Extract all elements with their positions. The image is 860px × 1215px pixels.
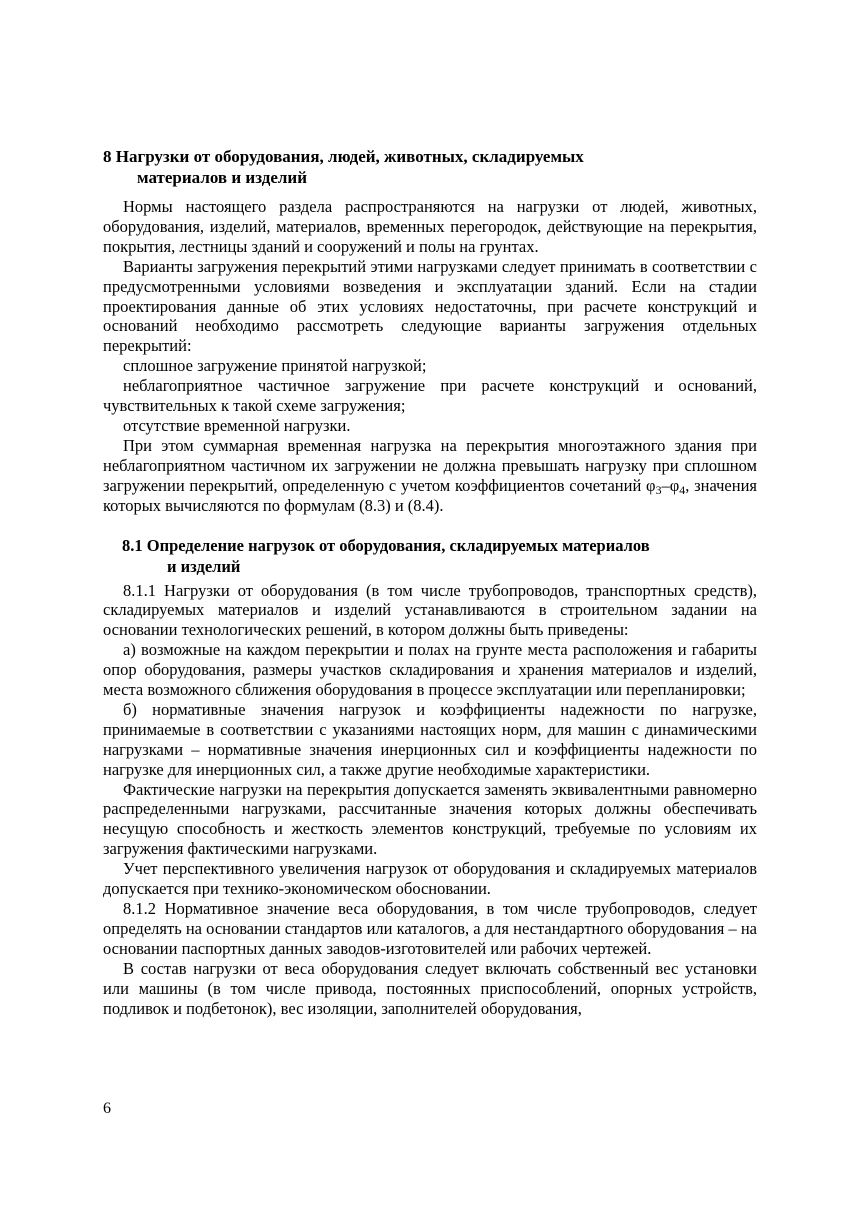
paragraph: В состав нагрузки от веса оборудования следует включать собственный вес установки или машины (в том числе привода, постоянных приспособлений, опорных устройств, подливок и подбетонок), вес изоляции, заполнителей оборудования, — [103, 958, 757, 1018]
paragraph: Нормы настоящего раздела распространяются на нагрузки от людей, животных, оборудования, изделий, материалов, временных перегородок, действующие на перекрытия, покрытия, лестницы зданий и сооружений и полы на грунтах. — [103, 197, 757, 256]
subscript: 3 — [655, 482, 662, 497]
subscript: 4 — [679, 482, 686, 497]
page-number: 6 — [103, 1100, 111, 1117]
list-item: а) возможные на каждом перекрытии и полах на грунте места расположения и габариты опор оборудования, размеры участков складирования и хранения материалов и изделий, места возможного сближения оборудования в процессе эксплуатации или перепланировки; — [103, 640, 757, 700]
section-heading-line-1: 8 Нагрузки от оборудования, людей, животных, складируемых — [103, 147, 584, 166]
section-heading-line-2: материалов и изделий — [137, 168, 307, 187]
paragraph: 8.1.1 Нагрузки от оборудования (в том числе трубопроводов, транспортных средств), складируемых материалов и изделий устанавливаются в строительном задании на основании технологических решений, в котором должны быть приведены: — [103, 580, 757, 640]
list-item: сплошное загружение принятой нагрузкой; — [123, 356, 427, 376]
list-item: неблагоприятное частичное загружение при расчете конструкций и оснований, чувствительных к такой схеме загружения; — [103, 376, 757, 416]
page-content — [103, 146, 757, 1018]
paragraph-text: , значения которых вычисляются по формулам (8.3) и (8.4). — [103, 475, 757, 515]
paragraph: 8.1.2 Нормативное значение веса оборудования, в том числе трубопроводов, следует определять на основании стандартов или каталогов, а для нестандартного оборудования – на основании паспортных данных заводов-изготовителей или рабочих чертежей. — [103, 899, 757, 958]
section-heading — [103, 146, 757, 188]
paragraph: Фактические нагрузки на перекрытия допускается заменять эквивалентными равномерно распределенными нагрузками, рассчитанные значения которых должны обеспечивать несущую способность и жесткость элементов конструкций, требуемые по условиям их загружения фактическими нагрузками. — [103, 779, 757, 859]
subsection-heading-line-2: и изделий — [167, 556, 241, 576]
subsection-heading-line-1: 8.1 Определение нагрузок от оборудования, складируемых материалов — [122, 535, 650, 555]
list-item: отсутствие временной нагрузки. — [123, 415, 351, 435]
phi-symbol: φ — [669, 475, 680, 495]
subsection-heading — [103, 535, 757, 577]
paragraph: Варианты загружения перекрытий этими нагрузками следует принимать в соответствии с предусмотренными условиями возведения и эксплуатации зданий. Если на стадии проектирования данные об этих условиях недостаточны, при расчете конструкций и оснований необходимо рассмотреть следующие варианты загружения отдельных перекрытий: — [103, 256, 757, 356]
paragraph-with-formula — [103, 436, 757, 516]
paragraph: Учет перспективного увеличения нагрузок от оборудования и складируемых материалов допускается при технико-экономическом обосновании. — [103, 859, 757, 899]
list-item: б) нормативные значения нагрузок и коэффициенты надежности по нагрузке, принимаемые в соответствии с указаниями настоящих норм, для машин с динамическими нагрузками – нормативные значения инерционных сил и коэффициенты надежности по нагрузке для инерционных сил, а также другие необходимые характеристики. — [103, 699, 757, 779]
dash: – — [661, 475, 670, 495]
phi-symbol: φ — [646, 475, 656, 495]
paragraph-text: При этом суммарная временная нагрузка на перекрытия многоэтажного здания при неблагоприятном частичном их загружении не должна превышать нагрузку при сплошном загружении перекрытий, определенную с учетом коэффициентов сочетаний — [103, 435, 757, 495]
